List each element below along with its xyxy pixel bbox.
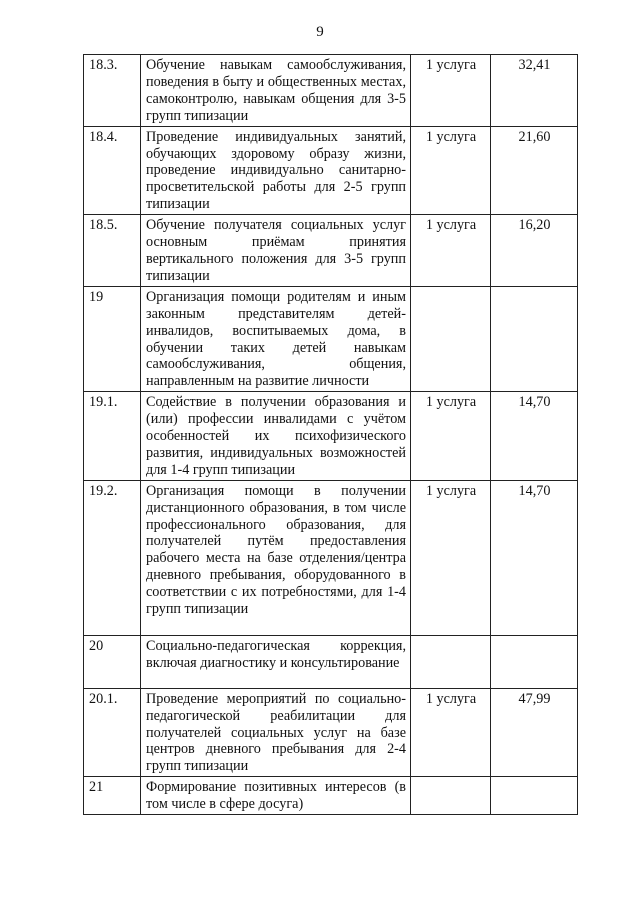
service-name-cell: Организация помощи в получении дистанционного образования, в том числе профессионального образования, для получателей путём предоставления рабочего места на базе отделения/центра дневного пребывания, оборудованного в соответствии с их потребностями, для 1-4 групп типизации [141,480,411,635]
page-number: 9 [316,24,324,40]
services-table [83,54,578,815]
unit-cell: 1 услуга [411,688,491,777]
service-name-cell: Обучение навыкам самообслуживания, поведения в быту и общественных местах, самоконтролю, навыкам общения для 3-5 групп типизации [141,55,411,127]
unit-cell [411,777,491,815]
price-cell: 21,60 [491,126,578,215]
row-number-cell: 18.4. [84,126,141,215]
row-number-cell: 20.1. [84,688,141,777]
price-cell [491,286,578,391]
table-row [84,635,578,688]
service-name-cell: Содействие в получении образования и (или) профессии инвалидами с учётом особенностей их психофизического развития, индивидуальных возможностей для 1-4 групп типизации [141,392,411,481]
service-name-cell: Социально-педагогическая коррекция, включая диагностику и консультирование [141,635,411,688]
unit-cell [411,286,491,391]
table-row [84,215,578,287]
table-row [84,688,578,777]
service-name-cell: Проведение мероприятий по социально-педагогической реабилитации для получателей социальных услуг на базе центров дневного пребывания для 2-4 групп типизации [141,688,411,777]
table-row [84,126,578,215]
row-number-cell: 19.2. [84,480,141,635]
unit-cell: 1 услуга [411,215,491,287]
service-name-cell: Проведение индивидуальных занятий, обучающих здоровому образу жизни, проведение индивидуально санитарно-просветительской работы для 2-5 групп типизации [141,126,411,215]
unit-cell: 1 услуга [411,480,491,635]
row-number-cell: 20 [84,635,141,688]
unit-cell: 1 услуга [411,392,491,481]
table-row [84,480,578,635]
unit-cell: 1 услуга [411,126,491,215]
table-row [84,286,578,391]
table-row [84,55,578,127]
table-row [84,777,578,815]
service-name-cell: Формирование позитивных интересов (в том числе в сфере досуга) [141,777,411,815]
unit-cell [411,635,491,688]
service-name-cell: Обучение получателя социальных услуг основным приёмам принятия вертикального положения для 3-5 групп типизации [141,215,411,287]
service-name-cell: Организация помощи родителям и иным законным представителям детей-инвалидов, воспитываемых дома, в обучении таких детей навыкам самообслуживания, общения, направленным на развитие личности [141,286,411,391]
price-cell [491,635,578,688]
row-number-cell: 19.1. [84,392,141,481]
row-number-cell: 18.5. [84,215,141,287]
row-number-cell: 18.3. [84,55,141,127]
price-cell: 32,41 [491,55,578,127]
row-number-cell: 19 [84,286,141,391]
price-cell: 14,70 [491,392,578,481]
price-cell: 47,99 [491,688,578,777]
price-cell: 16,20 [491,215,578,287]
price-cell: 14,70 [491,480,578,635]
row-number-cell: 21 [84,777,141,815]
price-cell [491,777,578,815]
unit-cell: 1 услуга [411,55,491,127]
table-row [84,392,578,481]
